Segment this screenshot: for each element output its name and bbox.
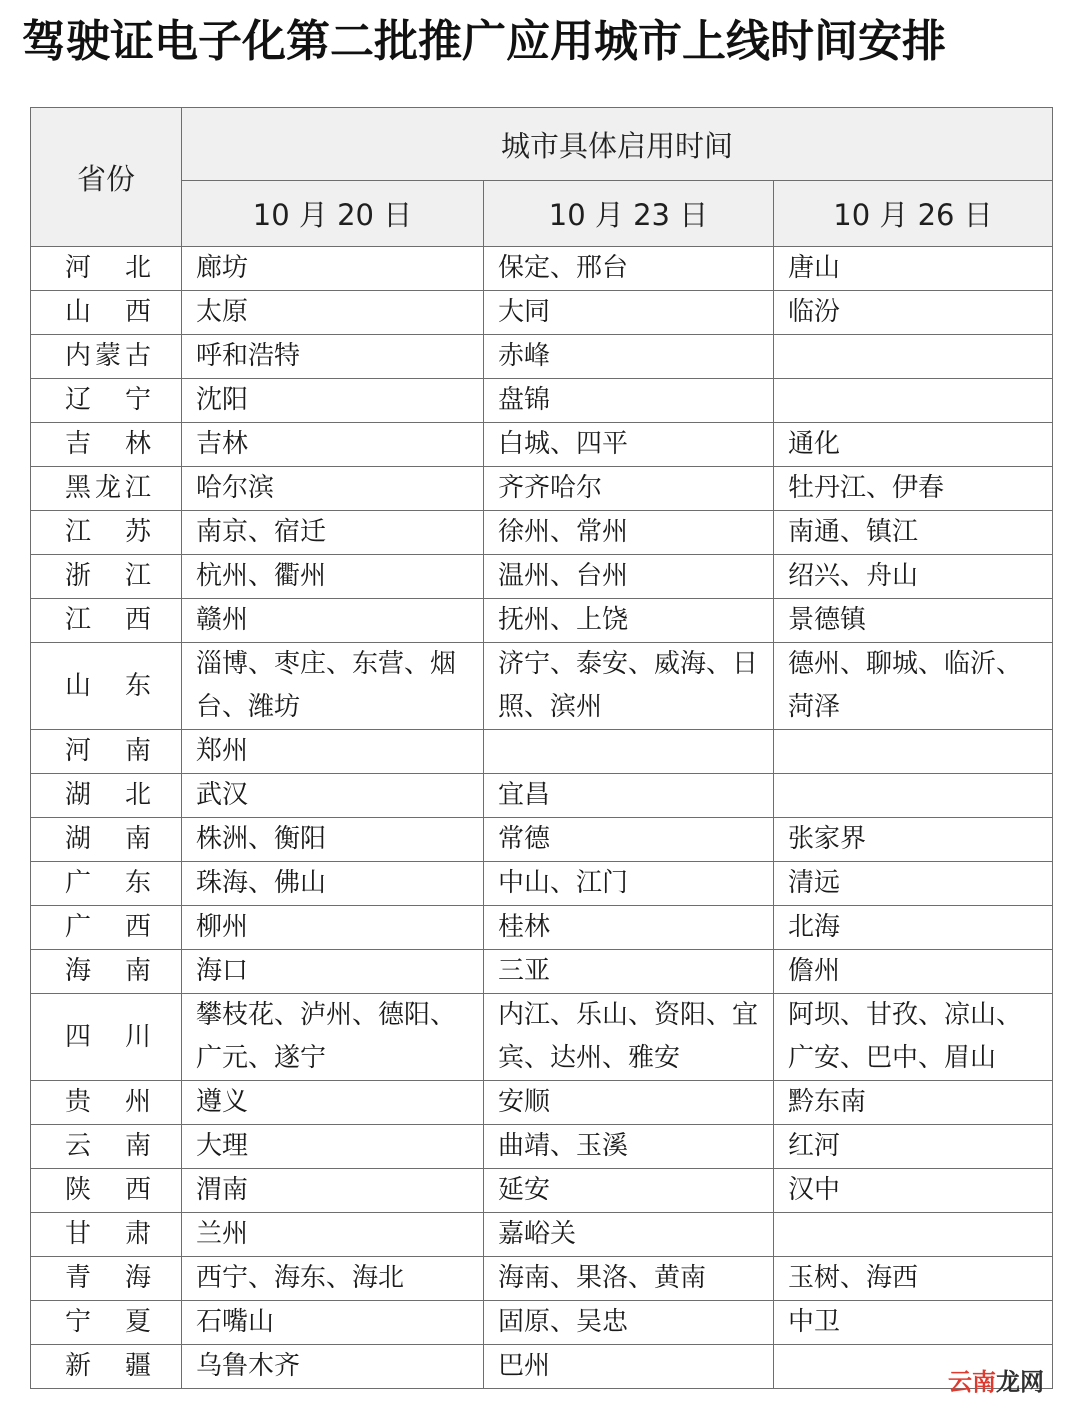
province-cell: 辽宁 [31,379,182,423]
oct23-cell: 安顺 [484,1081,774,1125]
oct26-cell [774,335,1053,379]
province-cell: 浙江 [31,555,182,599]
oct23-cell: 大同 [484,291,774,335]
oct20-cell: 珠海、佛山 [182,862,484,906]
province-cell: 陕西 [31,1169,182,1213]
province-cell: 贵州 [31,1081,182,1125]
table-row [31,818,1053,862]
oct20-cell: 渭南 [182,1169,484,1213]
page-title: 驾驶证电子化第二批推广应用城市上线时间安排 [22,16,946,67]
oct23-cell: 济宁、泰安、威海、日照、滨州 [484,643,774,730]
oct26-cell: 阿坝、甘孜、凉山、广安、巴中、眉山 [774,994,1053,1081]
province-cell: 甘肃 [31,1213,182,1257]
table-row [31,1081,1053,1125]
oct20-cell: 沈阳 [182,379,484,423]
province-cell: 湖南 [31,818,182,862]
watermark-part2: 龙网 [996,1368,1044,1396]
table-row [31,423,1053,467]
table-body [31,247,1053,1389]
oct23-cell: 延安 [484,1169,774,1213]
table-row [31,1345,1053,1389]
oct20-cell: 大理 [182,1125,484,1169]
province-header: 省份 [31,108,182,247]
oct23-cell: 海南、果洛、黄南 [484,1257,774,1301]
oct20-cell: 株洲、衡阳 [182,818,484,862]
oct23-cell: 内江、乐山、资阳、宜宾、达州、雅安 [484,994,774,1081]
table-row [31,1213,1053,1257]
oct26-cell: 北海 [774,906,1053,950]
oct20-cell: 赣州 [182,599,484,643]
oct23-cell [484,730,774,774]
table-row [31,906,1053,950]
province-cell: 江西 [31,599,182,643]
province-cell: 黑龙江 [31,467,182,511]
oct20-cell: 哈尔滨 [182,467,484,511]
province-cell: 河南 [31,730,182,774]
oct20-cell: 吉林 [182,423,484,467]
oct26-cell [774,1213,1053,1257]
oct23-cell: 中山、江门 [484,862,774,906]
province-cell: 河北 [31,247,182,291]
oct20-cell: 呼和浩特 [182,335,484,379]
oct20-cell: 太原 [182,291,484,335]
province-cell: 广西 [31,906,182,950]
group-header: 城市具体启用时间 [182,108,1053,181]
table-row [31,599,1053,643]
oct26-cell: 红河 [774,1125,1053,1169]
oct20-cell: 兰州 [182,1213,484,1257]
oct23-cell: 抚州、上饶 [484,599,774,643]
oct23-cell: 曲靖、玉溪 [484,1125,774,1169]
province-cell: 海南 [31,950,182,994]
oct20-cell: 淄博、枣庄、东营、烟台、潍坊 [182,643,484,730]
oct20-cell: 杭州、衢州 [182,555,484,599]
oct26-cell: 中卫 [774,1301,1053,1345]
table-row [31,291,1053,335]
table-row [31,335,1053,379]
province-cell: 吉林 [31,423,182,467]
province-cell: 内蒙古 [31,335,182,379]
oct26-cell: 黔东南 [774,1081,1053,1125]
oct20-cell: 郑州 [182,730,484,774]
oct20-cell: 攀枝花、泸州、德阳、广元、遂宁 [182,994,484,1081]
province-cell: 湖北 [31,774,182,818]
table-row [31,643,1053,730]
oct26-cell: 儋州 [774,950,1053,994]
table-row [31,467,1053,511]
oct26-cell [774,730,1053,774]
oct26-cell: 清远 [774,862,1053,906]
oct23-cell: 固原、吴忠 [484,1301,774,1345]
table-row [31,774,1053,818]
oct23-cell: 宜昌 [484,774,774,818]
watermark-part1: 云南 [948,1368,996,1396]
oct23-cell: 嘉峪关 [484,1213,774,1257]
oct26-cell: 南通、镇江 [774,511,1053,555]
oct20-cell: 西宁、海东、海北 [182,1257,484,1301]
table-row [31,730,1053,774]
table-row [31,1257,1053,1301]
date-header-oct-23: 10 月 23 日 [484,181,774,247]
oct20-cell: 南京、宿迁 [182,511,484,555]
oct20-cell: 石嘴山 [182,1301,484,1345]
table-row [31,511,1053,555]
oct26-cell [774,379,1053,423]
oct26-cell: 牡丹江、伊春 [774,467,1053,511]
oct23-cell: 巴州 [484,1345,774,1389]
oct23-cell: 温州、台州 [484,555,774,599]
table-row [31,994,1053,1081]
table-row [31,1125,1053,1169]
oct23-cell: 徐州、常州 [484,511,774,555]
table-row [31,555,1053,599]
table-row [31,862,1053,906]
province-cell: 山东 [31,643,182,730]
oct26-cell [774,774,1053,818]
province-cell: 广东 [31,862,182,906]
oct26-cell: 汉中 [774,1169,1053,1213]
oct20-cell: 武汉 [182,774,484,818]
oct20-cell: 乌鲁木齐 [182,1345,484,1389]
province-cell: 宁夏 [31,1301,182,1345]
oct26-cell: 通化 [774,423,1053,467]
province-cell: 云南 [31,1125,182,1169]
oct26-cell: 唐山 [774,247,1053,291]
oct26-cell: 张家界 [774,818,1053,862]
oct26-cell: 绍兴、舟山 [774,555,1053,599]
watermark [948,1362,1044,1397]
oct20-cell: 柳州 [182,906,484,950]
oct26-cell: 临汾 [774,291,1053,335]
oct26-cell: 玉树、海西 [774,1257,1053,1301]
oct23-cell: 保定、邢台 [484,247,774,291]
province-cell: 山西 [31,291,182,335]
date-header-oct-20: 10 月 20 日 [182,181,484,247]
province-cell: 江苏 [31,511,182,555]
province-cell: 四川 [31,994,182,1081]
oct23-cell: 盘锦 [484,379,774,423]
oct23-cell: 三亚 [484,950,774,994]
oct23-cell: 白城、四平 [484,423,774,467]
oct23-cell: 赤峰 [484,335,774,379]
oct20-cell: 遵义 [182,1081,484,1125]
oct26-cell: 德州、聊城、临沂、菏泽 [774,643,1053,730]
oct23-cell: 齐齐哈尔 [484,467,774,511]
table-row [31,379,1053,423]
province-cell: 新疆 [31,1345,182,1389]
oct20-cell: 廊坊 [182,247,484,291]
oct23-cell: 桂林 [484,906,774,950]
schedule-table [30,107,1053,1389]
table-row [31,1301,1053,1345]
oct23-cell: 常德 [484,818,774,862]
date-header-oct-26: 10 月 26 日 [774,181,1053,247]
oct26-cell: 景德镇 [774,599,1053,643]
table-row [31,1169,1053,1213]
province-cell: 青海 [31,1257,182,1301]
table-row [31,950,1053,994]
oct20-cell: 海口 [182,950,484,994]
table-row [31,247,1053,291]
